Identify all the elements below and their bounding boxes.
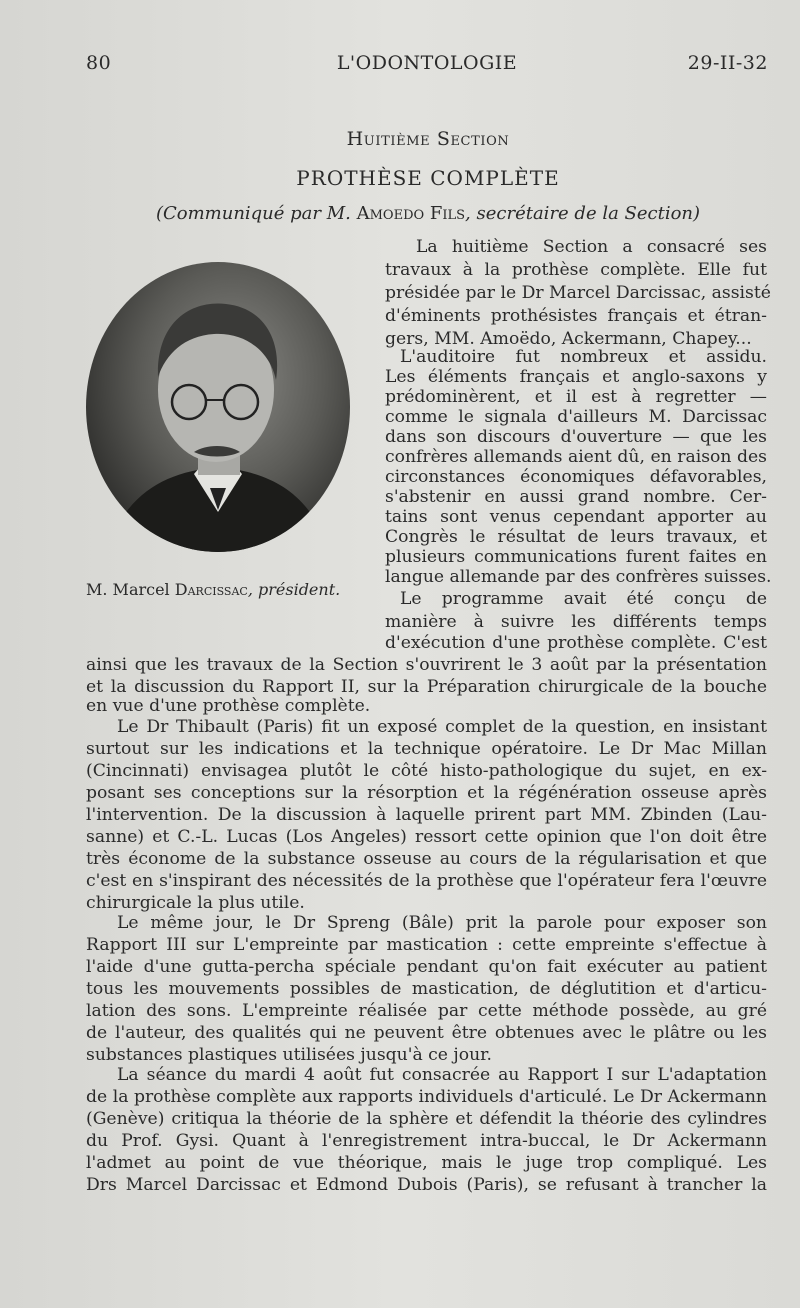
issue-date: 29-II-32 xyxy=(687,52,768,74)
text-line: Rapport III sur L'empreinte par mastication : cette empreinte s'effectue à xyxy=(86,935,767,955)
caption-prefix: M. Marcel xyxy=(86,580,175,599)
article-title: PROTHÈSE COMPLÈTE xyxy=(296,166,560,190)
text-line: Le même jour, le Dr Spreng (Bâle) prit la parole pour exposer son xyxy=(117,913,767,933)
text-line: l'intervention. De la discussion à laquelle prirent part MM. Zbinden (Lau- xyxy=(86,805,767,825)
byline-open: (Communiqué par M. xyxy=(155,203,357,224)
text-line: L'auditoire fut nombreux et assidu. xyxy=(400,347,767,367)
caption-role: , président. xyxy=(247,580,341,599)
text-line: très économe de la substance osseuse au cours de la régularisation et que xyxy=(86,849,767,869)
text-line: et la discussion du Rapport II, sur la Préparation chirurgicale de la bouche xyxy=(86,677,767,697)
text-line: chirurgicale la plus utile. xyxy=(86,893,305,913)
text-line: ainsi que les travaux de la Section s'ouvrirent le 3 août par la présentation xyxy=(86,655,767,675)
text-line: La séance du mardi 4 août fut consacrée au Rapport I sur L'adaptation xyxy=(117,1065,767,1085)
text-line: c'est en s'inspirant des nécessités de la prothèse que l'opérateur fera l'œuvre xyxy=(86,871,767,891)
text-line: sanne) et C.-L. Lucas (Los Angeles) ressort cette opinion que l'on doit être xyxy=(86,827,767,847)
text-line: confrères allemands aient dû, en raison des xyxy=(385,447,767,467)
text-line: tains sont venus cependant apporter au xyxy=(385,507,767,527)
portrait-illustration xyxy=(86,262,350,552)
figure-caption xyxy=(86,580,340,599)
text-line: La huitième Section a consacré ses xyxy=(416,237,767,257)
text-line: (Cincinnati) envisagea plutôt le côté histo-pathologique du sujet, en ex- xyxy=(86,761,767,781)
text-line: Le programme avait été conçu de xyxy=(400,589,767,609)
text-line: lation des sons. L'empreinte réalisée par cette méthode possède, au gré xyxy=(86,1001,767,1021)
portrait-photo xyxy=(86,262,350,552)
text-line: langue allemande par des confrères suisses. xyxy=(385,567,772,587)
caption-name: Darcissac xyxy=(174,580,248,599)
text-line: de la prothèse complète aux rapports individuels d'articulé. Le Dr Ackermann xyxy=(86,1087,767,1107)
text-line: tous les mouvements possibles de mastication, de déglutition et d'articu- xyxy=(86,979,767,999)
text-line: s'abstenir en aussi grand nombre. Cer- xyxy=(385,487,767,507)
text-line: posant ses conceptions sur la résorption et la régénération osseuse après xyxy=(86,783,767,803)
text-line: Les éléments français et anglo-saxons y xyxy=(385,367,767,387)
byline-author: Amoedo Fils xyxy=(356,203,466,224)
text-line: plusieurs communications furent faites en xyxy=(385,547,767,567)
text-line: prédominèrent, et il est à regretter — xyxy=(385,387,767,407)
text-line: comme le signala d'ailleurs M. Darcissac xyxy=(385,407,767,427)
text-line: travaux à la prothèse complète. Elle fut xyxy=(385,260,767,280)
text-line: l'admet au point de vue théorique, mais le juge trop compliqué. Les xyxy=(86,1153,767,1173)
text-line: Congrès le résultat de leurs travaux, et xyxy=(385,527,767,547)
text-line: du Prof. Gysi. Quant à l'enregistrement intra-buccal, le Dr Ackermann xyxy=(86,1131,767,1151)
text-line: d'exécution d'une prothèse complète. C'est xyxy=(385,633,767,653)
section-heading: Huitième Section xyxy=(346,128,510,150)
text-line: substances plastiques utilisées jusqu'à ce jour. xyxy=(86,1045,492,1065)
text-line: présidée par le Dr Marcel Darcissac, assisté xyxy=(385,283,771,303)
text-line: de l'auteur, des qualités qui ne peuvent être obtenues avec le plâtre ou les xyxy=(86,1023,767,1043)
text-line: l'aide d'une gutta-percha spéciale pendant qu'on fait exécuter au patient xyxy=(86,957,767,977)
text-line: Le Dr Thibault (Paris) fit un exposé complet de la question, en insistant xyxy=(117,717,767,737)
text-line: gers, MM. Amoëdo, Ackermann, Chapey... xyxy=(385,329,752,349)
text-line: circonstances économiques défavorables, xyxy=(385,467,767,487)
byline xyxy=(0,203,800,224)
text-line: dans son discours d'ouverture — que les xyxy=(385,427,767,447)
text-line: surtout sur les indications et la technique opératoire. Le Dr Mac Millan xyxy=(86,739,767,759)
text-line: Drs Marcel Darcissac et Edmond Dubois (Paris), se refusant à trancher la xyxy=(86,1175,767,1195)
text-line: manière à suivre les différents temps xyxy=(385,612,767,632)
text-line: (Genève) critiqua la théorie de la sphère et défendit la théorie des cylindres xyxy=(86,1109,767,1129)
text-line: d'éminents prothésistes français et étran- xyxy=(385,306,767,326)
page-number: 80 xyxy=(86,52,112,74)
byline-close: , secrétaire de la Section) xyxy=(465,203,701,224)
journal-title: L'ODONTOLOGIE xyxy=(336,52,518,74)
text-line: en vue d'une prothèse complète. xyxy=(86,696,371,716)
